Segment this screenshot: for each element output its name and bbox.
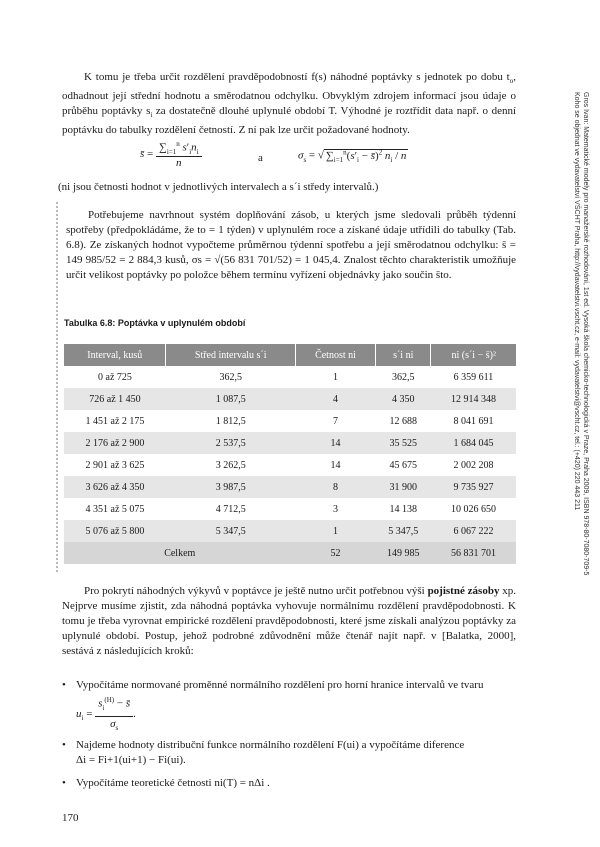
cell: 2 537,5 xyxy=(166,432,296,454)
intro-note: (ni jsou četnosti hodnot v jednotlivých intervalech a s´i středy intervalů.) xyxy=(58,181,379,193)
intro-text-a: K tomu je třeba určit rozdělení pravděpodobností f(s) náhodné poptávky s jednotek po dobu t xyxy=(84,71,510,83)
bullet-2-text: Najdeme hodnoty distribuční funkce normálního rozdělení F(ui) a vypočítáme diference xyxy=(76,739,465,751)
cell: 45 675 xyxy=(389,459,417,471)
table-total-row xyxy=(64,542,516,564)
table-row xyxy=(64,432,516,454)
cell: 4 350 xyxy=(376,388,431,410)
table-row xyxy=(64,366,516,388)
cell: 12 914 348 xyxy=(431,388,516,410)
cell: 8 xyxy=(295,476,375,498)
example-text: Potřebujeme navrhnout systém doplňování zásob, u kterých jsme sledovali průběh týdenní spotřeby (předpokládáme, že to = 1 týden) v uplynulém roce a získané údaje utřídili do tabulky (Tab. 6.8). Ze získaných hodnot vypočteme průměrnou týdenní spotřebu a její směrodatnou odchylku: xyxy=(66,209,516,251)
cell: 2 901 až 3 625 xyxy=(85,459,145,471)
total-label: Celkem xyxy=(64,542,295,564)
cell: 12 688 xyxy=(389,415,417,427)
total-deviation: 56 831 701 xyxy=(431,542,516,564)
table-row xyxy=(64,388,516,410)
bullet-2-formula: Δi = Fi+1(ui+1) − Fi(ui). xyxy=(76,754,186,766)
table-header-row xyxy=(64,344,516,366)
intro-paragraph: K tomu je třeba určit rozdělení pravděpodobností f(s) náhodné poptávky s jednotek po dobu $t_o$, odhadnout její střední hodnotu a směrodatnou odchylku. Obvyklým zdrojem informací jsou údaje o průběhu poptávky $s_i$ za dostatečně dlouhé uplynulé období T. Výhodné je roztřídit data např. o denní poptávku do tabulky rozdělení četností. Z ní pak lze určit požadované hodnoty. xyxy=(62,71,517,137)
safety-text-b: xp. Nejprve musíme zjistit, zda náhodná poptávka vyhovuje normálnímu rozdělení pravděpodobnosti. K tomu je třeba vyrovnat empirické rozdělení pravděpodobnosti, které jsme získali analýzou poptávky za uplynulé období. Postup, jehož podrobné zdůvodnění může čtenář najít např. v [Balatka, 2000], sestává z následujících kroků: xyxy=(62,585,517,657)
cell: 6 359 611 xyxy=(453,371,494,383)
safety-text-a: Pro pokrytí náhodných výkyvů v poptávce je ještě nutno určit potřebnou výši xyxy=(84,585,428,597)
cell: 2 176 až 2 900 xyxy=(64,432,166,454)
cell: 4 351 až 5 075 xyxy=(85,503,145,515)
cell: 14 138 xyxy=(389,503,417,515)
intro-text-c: za dostatečně dlouhé uplynulé období T. Výhodné je roztřídit data např. o denní poptávku do tabulky rozdělení četností. Z ní pak lze určit požadované hodnoty. xyxy=(62,105,517,137)
cell: 31 900 xyxy=(376,476,431,498)
cell: 1 xyxy=(333,371,338,383)
cell: 5 076 až 5 800 xyxy=(64,520,166,542)
intro-text-b: , odhadnout její střední hodnotu a směrodatnou odchylku. Obvyklým zdrojem informací jsou údaje o průběhu poptávky s xyxy=(62,71,516,118)
cell: 1 684 045 xyxy=(431,432,516,454)
cell: 3 987,5 xyxy=(166,476,296,498)
cell: 3 262,5 xyxy=(215,459,246,471)
header-deviation: ni (s´i − s̄)² xyxy=(431,344,516,366)
table-row xyxy=(64,410,516,432)
cell: 726 až 1 450 xyxy=(64,388,166,410)
cell: 5 347,5 xyxy=(166,520,296,542)
demand-table xyxy=(64,344,516,564)
cell: 2 002 208 xyxy=(453,459,494,471)
cell: 1 451 až 2 175 xyxy=(85,415,145,427)
table-row xyxy=(64,520,516,542)
cell: 3 626 až 4 350 xyxy=(64,476,166,498)
cell: 362,5 xyxy=(391,371,415,383)
cell: 14 xyxy=(295,432,375,454)
safety-bold: pojistné zásoby xyxy=(427,585,500,597)
bullet-3: • Vypočítáme teoretické četnosti ni(T) = nΔi . xyxy=(62,777,270,789)
safety-stock-paragraph xyxy=(62,584,516,659)
cell: 7 xyxy=(333,415,338,427)
mean-formula: s̄ = $\frac{\sum_{i=1}^n s'_in_i}{n}$ xyxy=(140,140,202,169)
page-number: 170 xyxy=(62,812,79,824)
cell: 10 026 650 xyxy=(450,503,496,515)
total-frequency: 52 xyxy=(295,542,375,564)
cell: 0 až 725 xyxy=(98,371,132,383)
and-word: a xyxy=(258,152,263,164)
total-product: 149 985 xyxy=(376,542,431,564)
example-text-2: Znalost těchto charakteristik umožňuje určit velikost poptávky po položce během termínu vyřízení objednávky jako součin s̄to. xyxy=(66,254,517,281)
side-note xyxy=(572,92,590,576)
header-interval: Interval, kusů xyxy=(64,344,166,366)
cell: 362,5 xyxy=(219,371,242,383)
cell: 5 347,5 xyxy=(376,520,431,542)
example-paragraph xyxy=(66,208,516,283)
cell: 1 087,5 xyxy=(166,388,296,410)
side-note-line2: Koho se objednat ve vydavatelství VŠCHT Praha, http://vydavatelstvi.vscht.cz, e-mail: vydavatelstvi@vscht.cz, tel.: (+420) 220 443 211 xyxy=(573,92,580,511)
cell: 1 812,5 xyxy=(215,415,246,427)
header-midpoint: Střed intervalu s´i xyxy=(166,344,296,366)
cell: 8 041 691 xyxy=(453,415,494,427)
cell: 6 067 222 xyxy=(431,520,516,542)
cell: 14 xyxy=(330,459,341,471)
example-sd: σs = √(56 831 701/52) = 1 045,4. xyxy=(191,254,341,266)
cell: 4 712,5 xyxy=(215,503,246,515)
table-row xyxy=(64,476,516,498)
sd-formula: $\sigma_s$ = √ $\sum_{i=1}^n(s'_i$ − s̄)$^2$ $n_i$ / n xyxy=(298,148,407,164)
bullet-1-formula: $u_i$ = $\frac{s_i^{(H)} - s̄}{\sigma_s}$ . xyxy=(76,708,136,720)
header-frequency: Četnost ni xyxy=(295,344,375,366)
cell: 35 525 xyxy=(376,432,431,454)
cell: 9 735 927 xyxy=(431,476,516,498)
table-row xyxy=(64,498,516,520)
table-caption: Tabulka 6.8: Poptávka v uplynulém období xyxy=(64,318,246,328)
bullet-2: • Najdeme hodnoty distribuční funkce normálního rozdělení F(ui) a vypočítáme diference Δi = Fi+1(ui+1) − Fi(ui). xyxy=(62,739,465,766)
side-note-line1: Gros Ivan: Matematické modely pro manažerské rozhodování, 1st ed. Vysoká škola chemicko-technologická v Praze, Praha 2009, ISBN 978-80-7080-709-5 xyxy=(582,92,589,576)
cell: 3 xyxy=(333,503,338,515)
bullet-3-formula: ni(T) = nΔi . xyxy=(214,777,270,789)
cell: 4 xyxy=(295,388,375,410)
bullet-3-text: Vypočítáme teoretické četnosti xyxy=(76,777,212,789)
cell: 1 xyxy=(295,520,375,542)
example-mean: s̄ = 149 985/52 = 2 884,3 kusů, xyxy=(66,239,516,266)
bullet-1-text: Vypočítáme normované proměnné normálního rozdělení pro horní hranice intervalů ve tvaru xyxy=(76,679,484,691)
table-row xyxy=(64,454,516,476)
bullet-1: • Vypočítáme normované proměnné normálního rozdělení pro horní hranice intervalů ve tvaru $u_i$ = $\frac{s_i^{(H)} - s̄}{\sigma_s}$ . xyxy=(62,679,484,733)
header-product: s´i ni xyxy=(376,344,431,366)
